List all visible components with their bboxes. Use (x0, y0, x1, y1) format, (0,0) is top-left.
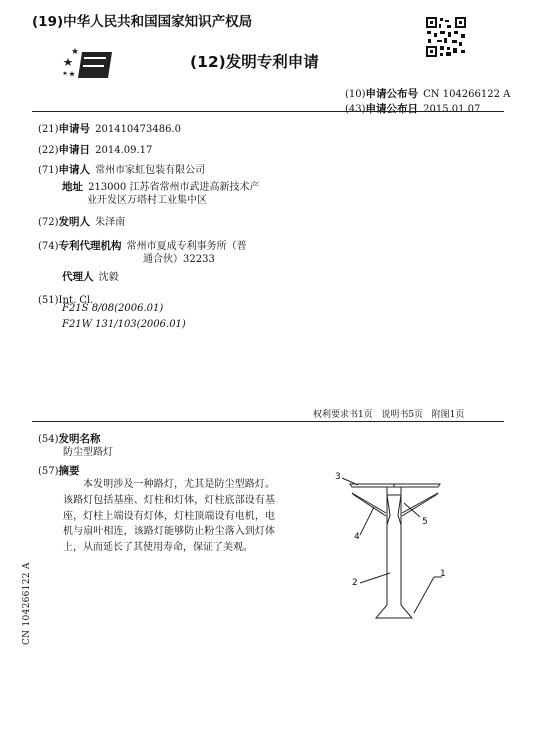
app-no-code: (21) (38, 124, 59, 135)
drawing-label-1: 1 (440, 569, 446, 579)
address-line-2: 业开发区万塔村工业集中区 (87, 195, 207, 206)
abstract-code: (57) (38, 466, 59, 477)
body-divider (32, 421, 504, 422)
application-number-row (38, 117, 181, 136)
office-name: (19)中华人民共和国国家知识产权局 (32, 14, 253, 30)
document-type: (12)发明专利申请 (190, 53, 319, 71)
drawing-label-2: 2 (352, 578, 358, 588)
app-date-code: (22) (38, 145, 59, 156)
pub-date-label: 申请公布日 (365, 103, 419, 115)
applicant-label: 申请人 (58, 164, 91, 176)
pub-no-value: CN 104266122 A (423, 89, 511, 100)
publication-date-row (345, 97, 480, 116)
side-publication-number: CN 104266122 A (22, 562, 32, 645)
abstract-text-block (63, 477, 275, 556)
address-label: 地址 (62, 181, 83, 193)
agency-line-2: 通合伙）32233 (143, 254, 215, 265)
cnipa-logo (62, 44, 114, 84)
drawing-label-3: 3 (335, 472, 341, 482)
inventor-code: (72) (38, 217, 59, 228)
page-counts (313, 407, 464, 420)
pub-date-code: (43) (345, 104, 366, 115)
agent-value: 沈毅 (98, 272, 119, 283)
lamp-pole (387, 495, 401, 605)
app-date-value: 2014.09.17 (95, 145, 153, 156)
agency-line-1: 常州市夏成专利事务所（普 (126, 241, 247, 252)
invention-title: 防尘型路灯 (63, 447, 113, 458)
header-divider (32, 111, 504, 112)
drawing-label-4: 4 (354, 532, 360, 542)
qr-code (425, 16, 467, 58)
applicant-value: 常州市家虹包装有限公司 (95, 165, 206, 176)
drawing-pages: 附图1页 (431, 410, 465, 420)
abstract-label: 摘要 (58, 465, 80, 477)
street-lamp-drawing (330, 465, 455, 645)
lamp-base (376, 605, 412, 618)
abstract-text: 本发明涉及一种路灯，尤其是防尘型路灯。该路灯包括基座、灯柱和灯体，灯柱底部设有基座，灯柱上端设有灯体，灯柱顶端设有电机，电机与扇叶相连，该路灯能够防止粉尘落入到灯体上，从而延长了其使用寿命，保证了美观。 (63, 479, 275, 554)
claims-pages: 权利要求书1页 (313, 410, 373, 420)
address-line-1: 213000 江苏省常州市武进高新技术产 (88, 182, 260, 193)
ipc-class-2: F21W 131/103(2006.01) (62, 319, 186, 330)
abstract-heading-row (38, 459, 80, 478)
ipc-class-1: F21S 8/08(2006.01) (62, 303, 164, 314)
inventor-label: 发明人 (58, 216, 91, 228)
lamp-body (352, 493, 438, 516)
agency-label: 专利代理机构 (58, 240, 122, 252)
leader-lines (342, 478, 442, 613)
agent-row (62, 265, 119, 284)
agent-label: 代理人 (62, 271, 94, 283)
intcl-code: (51) (38, 295, 59, 306)
intcl-label: Int. Cl. (58, 295, 94, 306)
pub-no-label: 申请公布号 (365, 88, 419, 100)
pub-no-code: (10) (345, 89, 366, 100)
title-label: 发明名称 (58, 433, 101, 445)
description-pages: 说明书5页 (381, 410, 424, 420)
app-no-value: 201410473486.0 (95, 124, 182, 135)
inventor-row (38, 210, 125, 229)
app-no-label: 申请号 (58, 123, 91, 135)
applicant-code: (71) (38, 165, 59, 176)
application-date-row (38, 138, 152, 157)
title-code: (54) (38, 434, 59, 445)
app-date-label: 申请日 (58, 144, 91, 156)
inventor-value: 朱泽南 (95, 217, 126, 228)
drawing-label-5: 5 (422, 517, 428, 527)
pub-date-value: 2015.01.07 (423, 104, 481, 115)
agency-code: (74) (38, 241, 59, 252)
